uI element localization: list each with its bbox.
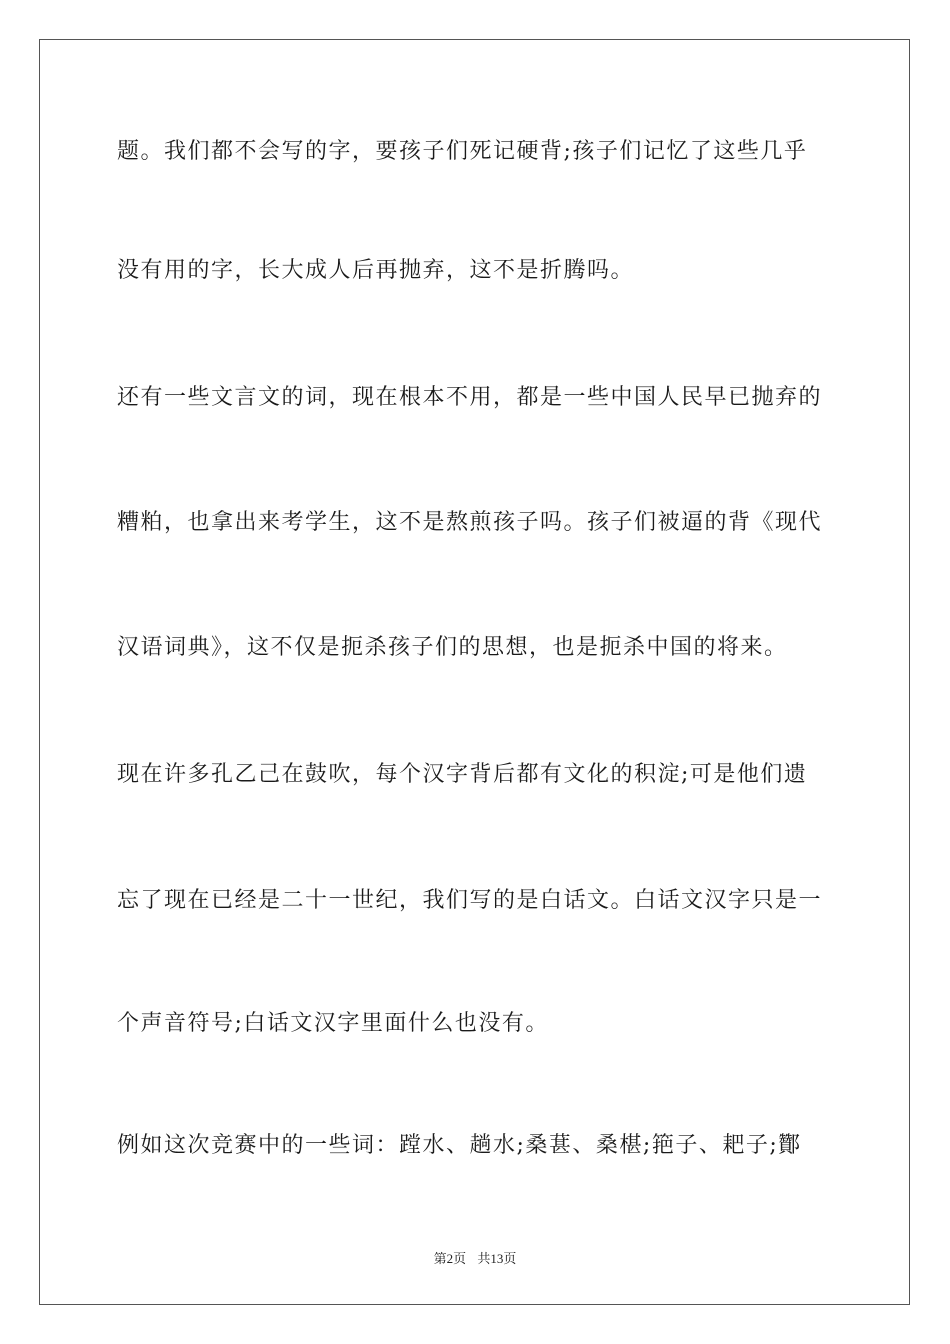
text-line: 还有一些文言文的词，现在根本不用，都是一些中国人民早已抛弃的 (117, 385, 823, 410)
text-line: 忘了现在已经是二十一世纪，我们写的是白话文。白话文汉字只是一 (117, 888, 823, 913)
text-line: 例如这次竞赛中的一些词：蹚水、趟水;桑葚、桑椹;筢子、耙子;酇 (117, 1133, 802, 1158)
page-border (39, 39, 910, 1305)
text-line: 没有用的字，长大成人后再抛弃，这不是折腾吗。 (117, 258, 635, 283)
text-line: 糟粕，也拿出来考学生，这不是熬煎孩子吗。孩子们被逼的背《现代 (117, 510, 823, 535)
page-total: 共13页 (477, 1251, 517, 1266)
text-line: 个声音符号;白话文汉字里面什么也没有。 (117, 1011, 549, 1036)
text-line: 题。我们都不会写的字，要孩子们死记硬背;孩子们记忆了这些几乎 (117, 139, 808, 164)
page-number: 第2页 (433, 1251, 467, 1266)
text-line: 现在许多孔乙己在鼓吹，每个汉字背后都有文化的积淀;可是他们遗 (117, 762, 808, 787)
text-line: 汉语词典》，这不仅是扼杀孩子们的思想，也是扼杀中国的将来。 (117, 635, 788, 660)
page-footer (0, 1248, 950, 1267)
